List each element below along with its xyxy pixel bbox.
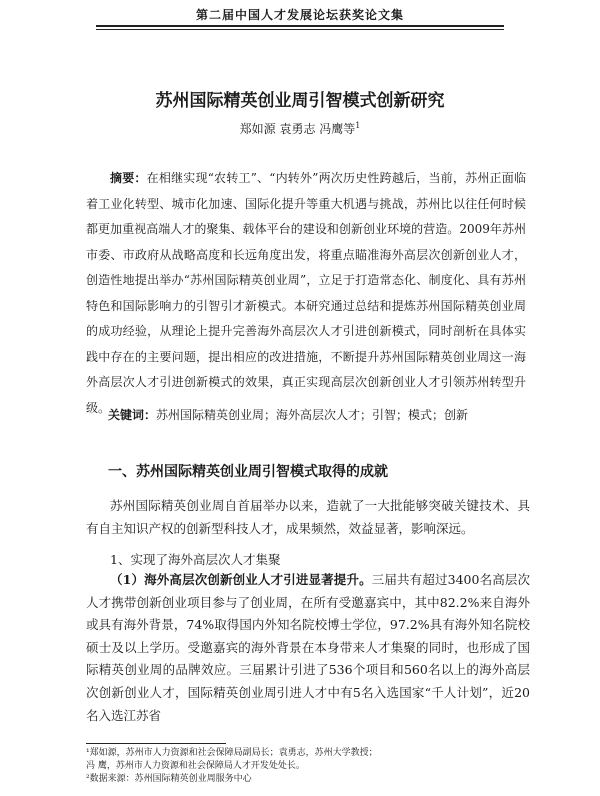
subsection-heading: 1、实现了海外高层次人才集聚 — [110, 552, 281, 567]
body-paragraph — [86, 569, 530, 727]
paragraph-text: 三届共有超过3400名高层次人才携带创新创业项目参与了创业周，在所有受邀嘉宾中，其中82.2%来自海外或具有海外背景，74%取得国内外知名院校博士学位，97.2%具有海外知名院校硕士及以上学历。受邀嘉宾的海外背景在本身带来人才集聚的同时，也形成了国际精英创业周的品牌效应。三届累计引进了536个项目和560名以上的海外高层次创新创业人才，国际精英创业周引进人才中有5名入选国家“千人计划”，近20名入选江苏省 — [86, 572, 531, 723]
section-intro-paragraph: 苏州国际精英创业周自首届举办以来，造就了一大批能够突破关键技术、具有自主知识产权的创新型科技人才，成果频然，效益显著，影响深远。 — [86, 498, 530, 536]
keywords-text: 苏州国际精英创业周；海外高层次人才；引智；模式；创新 — [156, 408, 469, 422]
footnote: 冯 鹰，苏州市人力资源和社会保障局人才开发处处长。 — [86, 761, 305, 771]
footnote: ²数据来源：苏州国际精英创业周服务中心 — [86, 774, 252, 784]
keywords — [108, 406, 528, 423]
paper-title: 苏州国际精英创业周引智模式创新研究 — [155, 91, 445, 111]
author-names: 郑如源 袁勇志 冯鹰等 — [239, 122, 356, 136]
author-footnote-mark: 1 — [355, 121, 361, 130]
paragraph-lead: （1）海外高层次创新创业人才引进显著提升。 — [110, 572, 372, 587]
keywords-label: 关键词： — [108, 408, 157, 422]
footnote: ¹郑如源，苏州市人力资源和社会保障局副局长；袁勇志，苏州大学教授； — [86, 748, 378, 758]
paper-authors — [0, 120, 600, 137]
footnote-rule — [86, 743, 226, 744]
abstract-text: 在相继实现“农转工”、“内转外”两次历史性跨越后，当前，苏州正面临着工业化转型、城市化加速、国际化提升等重大机遇与挑战，苏州比以往任何时候都更加重视高端人才的聚集、载体平台的建设和创新创业环境的营造。2009年苏州市委、市政府从战略高度和长远角度出发，将重点瞄准海外高层次创新创业人才，创造性地提出举办“苏州国际精英创业周”，立足于打造常态化、制度化、具有苏州特色和国际影响力的引智引才新模式。本研究通过总结和提炼苏州国际精英创业周的成功经验，从理论上提升完善海外高层次人才引进创新模式，同时剖析在具体实践中存在的主要问题，提出相应的改进措施，不断提升苏州国际精英创业周这一海外高层次人才引进创新模式的效果，真正实现高层次创新创业人才引领苏州转型升级。 — [86, 171, 526, 415]
header-rule — [96, 25, 504, 27]
footnotes — [86, 747, 546, 786]
running-header: 第二届中国人才发展论坛获奖论文集 — [195, 8, 404, 22]
abstract-label: 摘要： — [110, 171, 147, 185]
abstract — [86, 166, 526, 421]
section-heading: 一、苏州国际精英创业周引智模式取得的成就 — [108, 464, 388, 480]
header-rule-thin — [96, 29, 504, 30]
